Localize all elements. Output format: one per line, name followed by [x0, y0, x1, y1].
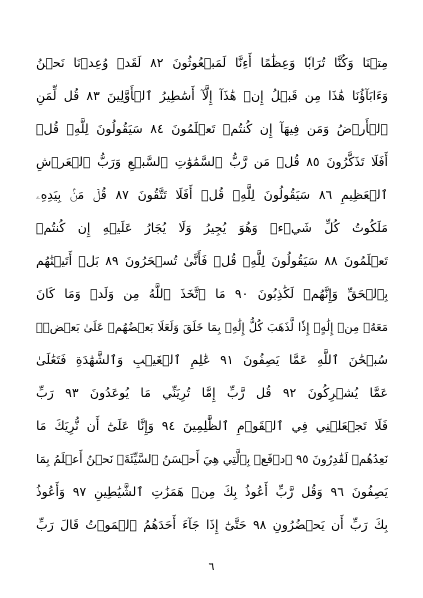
text-line-15: بِكَ رَبِّ أَن يَحۡضُرُونِ ٩٨ حَتَّىٰٓ إِذَا جَآءَ أَحَدَهُمُ ٱلۡمَوۡتُ قَالَ رَبِّ: [36, 517, 388, 532]
text-line-4: أَفَلَا تَذَكَّرُونَ ٨٥ قُلۡ مَن رَّبُّ ٱلسَّمَٰوَٰتِ ٱلسَّبۡعِ وَرَبُّ ٱلۡعَرۡشِ: [36, 154, 388, 169]
quran-text-block: [36, 48, 388, 538]
page-number: ٦: [208, 560, 215, 573]
text-line-3: ٱلۡأَرۡضُ وَمَن فِيهَآ إِن كُنتُمۡ تَعۡلَمُونَ ٨٤ سَيَقُولُونَ لِلَّهِۚ قُلۡ: [36, 121, 388, 136]
text-line-2: وَءَابَآؤُنَا هَٰذَا مِن قَبۡلُ إِنۡ هَٰذَآ إِلَّآ أَسَٰطِيرُ ٱلۡأَوَّلِينَ ٨٣ قُل لِّمَنِ: [36, 88, 388, 103]
text-line-10: سُبۡحَٰنَ ٱللَّهِ عَمَّا يَصِفُونَ ٩١ عَٰلِمِ ٱلۡغَيۡبِ وَٱلشَّهَٰدَةِ فَتَعَٰلَىٰ: [36, 352, 388, 367]
text-line-8: بِٱلۡحَقِّ وَإِنَّهُمۡ لَكَٰذِبُونَ ٩٠ مَا ٱتَّخَذَ ٱللَّهُ مِن وَلَدٖ وَمَا كَانَ: [36, 286, 388, 301]
text-line-9: مَعَهُۥ مِنۡ إِلَٰهٍۚ إِذٗا لَّذَهَبَ كُلُّ إِلَٰهِۭ بِمَا خَلَقَ وَلَعَلَا بَعۡضُهُمۡ عَلَىٰ بَعۡضٖۚ: [36, 320, 388, 334]
text-line-14: يَصِفُونَ ٩٦ وَقُل رَّبِّ أَعُوذُ بِكَ مِنۡ هَمَزَٰتِ ٱلشَّيَٰطِينِ ٩٧ وَأَعُوذُ: [36, 484, 388, 499]
text-line-13: نَعِدُهُمۡ لَقَٰدِرُونَ ٩٥ ٱدۡفَعۡ بِٱلَّتِي هِيَ أَحۡسَنُ ٱلسَّيِّئَةَۚ نَحۡنُ أَعۡلَمُ بِمَا: [36, 452, 388, 466]
text-line-6: مَلَكُوتُ كُلِّ شَيۡءٖ وَهُوَ يُجِيرُ وَلَا يُجَارُ عَلَيۡهِ إِن كُنتُمۡ: [36, 220, 388, 235]
text-line-12: فَلَا تَجۡعَلۡنِي فِي ٱلۡقَوۡمِ ٱلظَّٰلِمِينَ ٩٤ وَإِنَّا عَلَىٰٓ أَن نُّرِيَكَ مَا: [36, 418, 388, 433]
text-line-7: تَعۡلَمُونَ ٨٨ سَيَقُولُونَ لِلَّهِۚ قُلۡ فَأَنَّىٰ تُسۡحَرُونَ ٨٩ بَلۡ أَتَيۡنَٰهُم: [36, 253, 388, 268]
text-line-5: ٱلۡعَظِيمِ ٨٦ سَيَقُولُونَ لِلَّهِۚ قُلۡ أَفَلَا تَتَّقُونَ ٨٧ قُلۡ مَنۢ بِيَدِهِۦ: [36, 187, 388, 202]
text-line-11: عَمَّا يُشۡرِكُونَ ٩٢ قُل رَّبِّ إِمَّا تُرِيَنِّي مَا يُوعَدُونَ ٩٣ رَبِّ: [36, 385, 388, 400]
text-line-1: مِتۡنَا وَكُنَّا تُرَابٗا وَعِظَٰمًا أَءِنَّا لَمَبۡعُوثُونَ ٨٢ لَقَدۡ وُعِدۡنَا نَحۡنُ: [36, 55, 388, 70]
